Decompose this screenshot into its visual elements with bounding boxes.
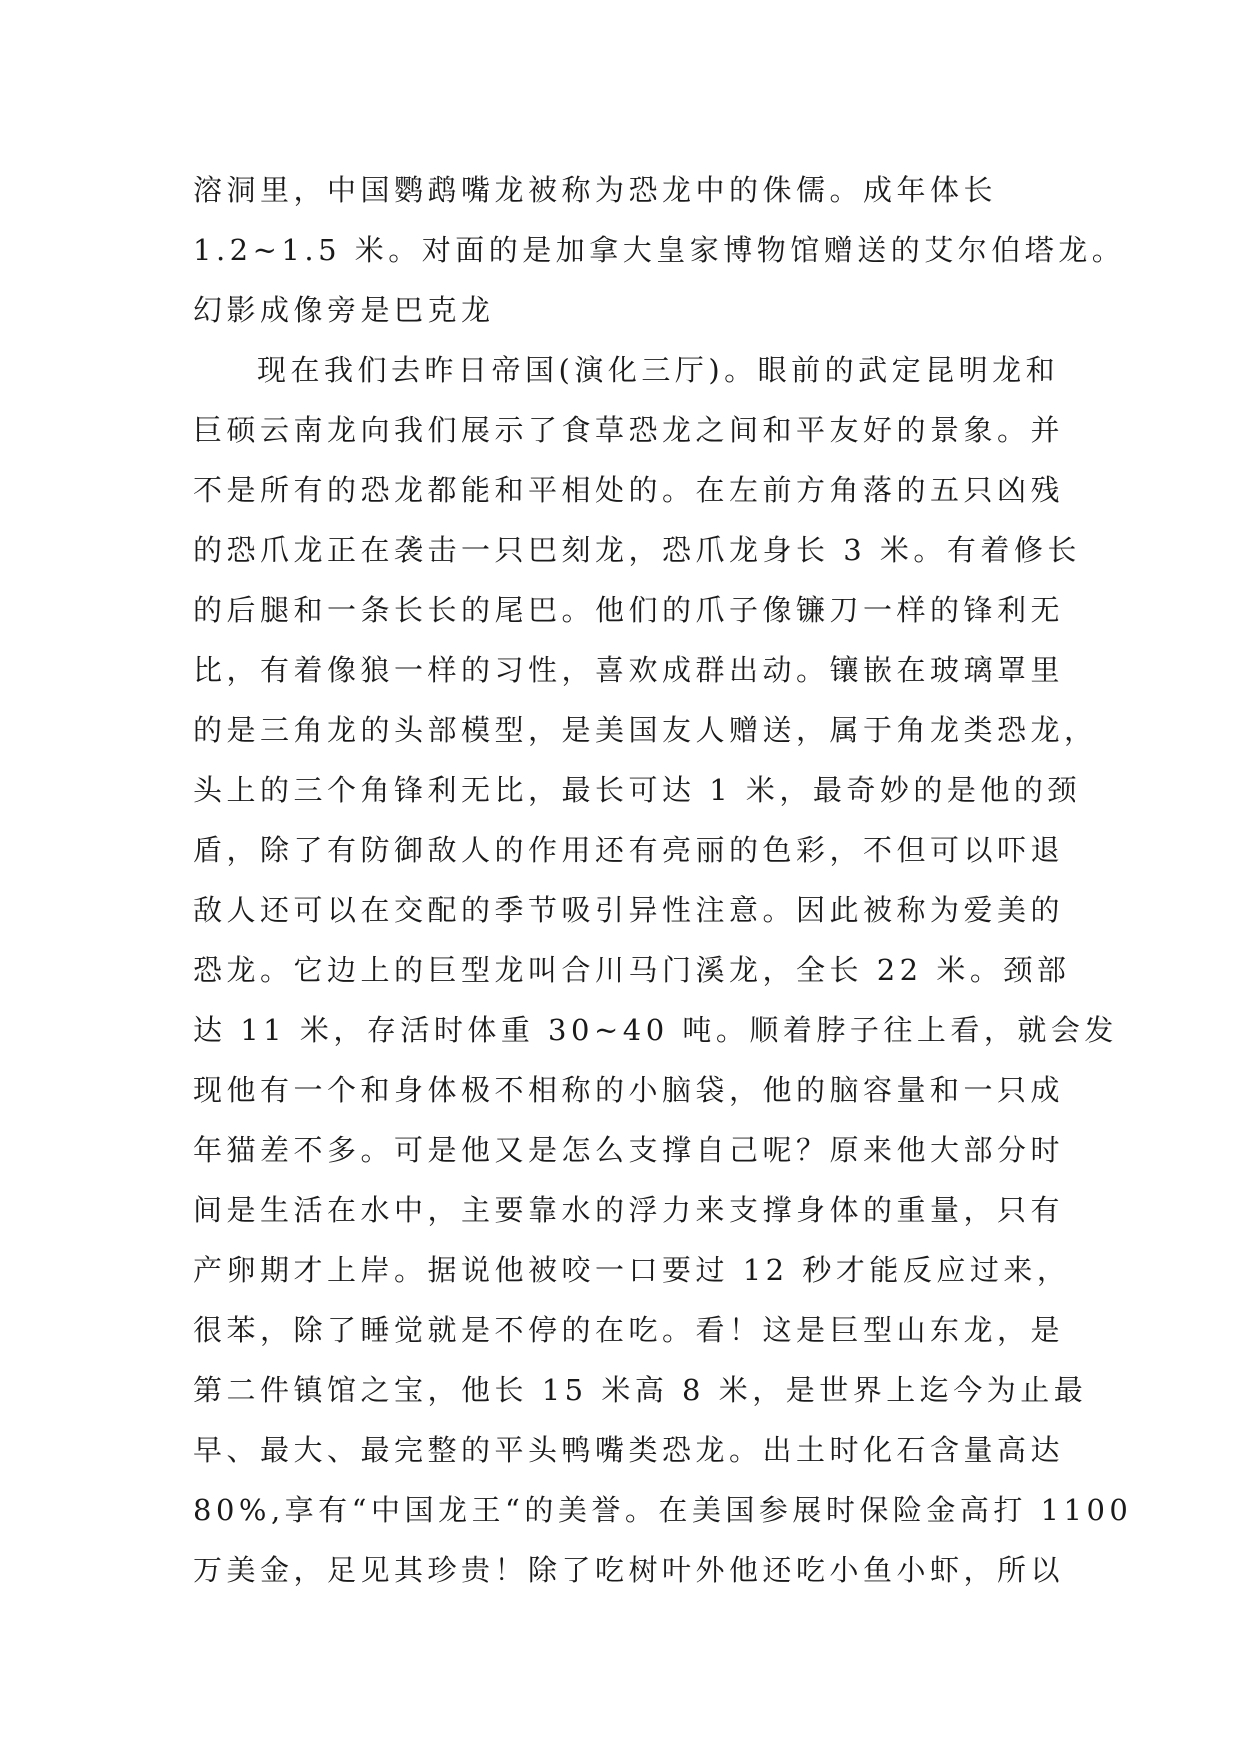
text-line: 的是三角龙的头部模型，是美国友人赠送，属于角龙类恐龙， (193, 713, 1098, 747)
text-line: 80%,享有“中国龙王“的美誉。在美国参展时保险金高打 1100 (193, 1493, 1133, 1527)
text-line: 溶洞里，中国鹦鹉嘴龙被称为恐龙中的侏儒。成年体长 (193, 173, 998, 207)
text-line: 幻影成像旁是巴克龙 (193, 293, 495, 327)
text-line: 1.2~1.5 米。对面的是加拿大皇家博物馆赠送的艾尔伯塔龙。 (193, 233, 1126, 267)
text-line: 盾，除了有防御敌人的作用还有亮丽的色彩，不但可以吓退 (193, 833, 1065, 867)
text-line: 现他有一个和身体极不相称的小脑袋，他的脑容量和一只成 (193, 1073, 1065, 1107)
text-line: 年猫差不多。可是他又是怎么支撑自己呢？原来他大部分时 (193, 1133, 1065, 1167)
text-line: 巨硕云南龙向我们展示了食草恐龙之间和平友好的景象。并 (193, 413, 1065, 447)
text-line: 很苯，除了睡觉就是不停的在吃。看！这是巨型山东龙，是 (193, 1313, 1065, 1347)
text-line: 的后腿和一条长长的尾巴。他们的爪子像镰刀一样的锋利无 (193, 593, 1065, 627)
text-line: 现在我们去昨日帝国(演化三厅)。眼前的武定昆明龙和 (257, 353, 1060, 387)
text-line: 间是生活在水中，主要靠水的浮力来支撑身体的重量，只有 (193, 1193, 1065, 1227)
text-line: 万美金，足见其珍贵！除了吃树叶外他还吃小鱼小虾，所以 (193, 1553, 1065, 1587)
text-line: 不是所有的恐龙都能和平相处的。在左前方角落的五只凶残 (193, 473, 1065, 507)
text-line: 头上的三个角锋利无比，最长可达 1 米，最奇妙的是他的颈 (193, 773, 1081, 807)
text-line: 达 11 米，存活时体重 30~40 吨。顺着脖子往上看，就会发 (193, 1013, 1118, 1047)
text-line: 产卵期才上岸。据说他被咬一口要过 12 秒才能反应过来， (193, 1253, 1071, 1287)
text-line: 敌人还可以在交配的季节吸引异性注意。因此被称为爱美的 (193, 893, 1065, 927)
body-text (193, 160, 1133, 1600)
text-line: 的恐爪龙正在袭击一只巴刻龙，恐爪龙身长 3 米。有着修长 (193, 533, 1081, 567)
text-line: 恐龙。它边上的巨型龙叫合川马门溪龙，全长 22 米。颈部 (193, 953, 1071, 987)
text-line: 比，有着像狼一样的习性，喜欢成群出动。镶嵌在玻璃罩里 (193, 653, 1065, 687)
text-line: 第二件镇馆之宝，他长 15 米高 8 米，是世界上迄今为止最 (193, 1373, 1088, 1407)
text-line: 早、最大、最完整的平头鸭嘴类恐龙。出土时化石含量高达 (193, 1433, 1065, 1467)
